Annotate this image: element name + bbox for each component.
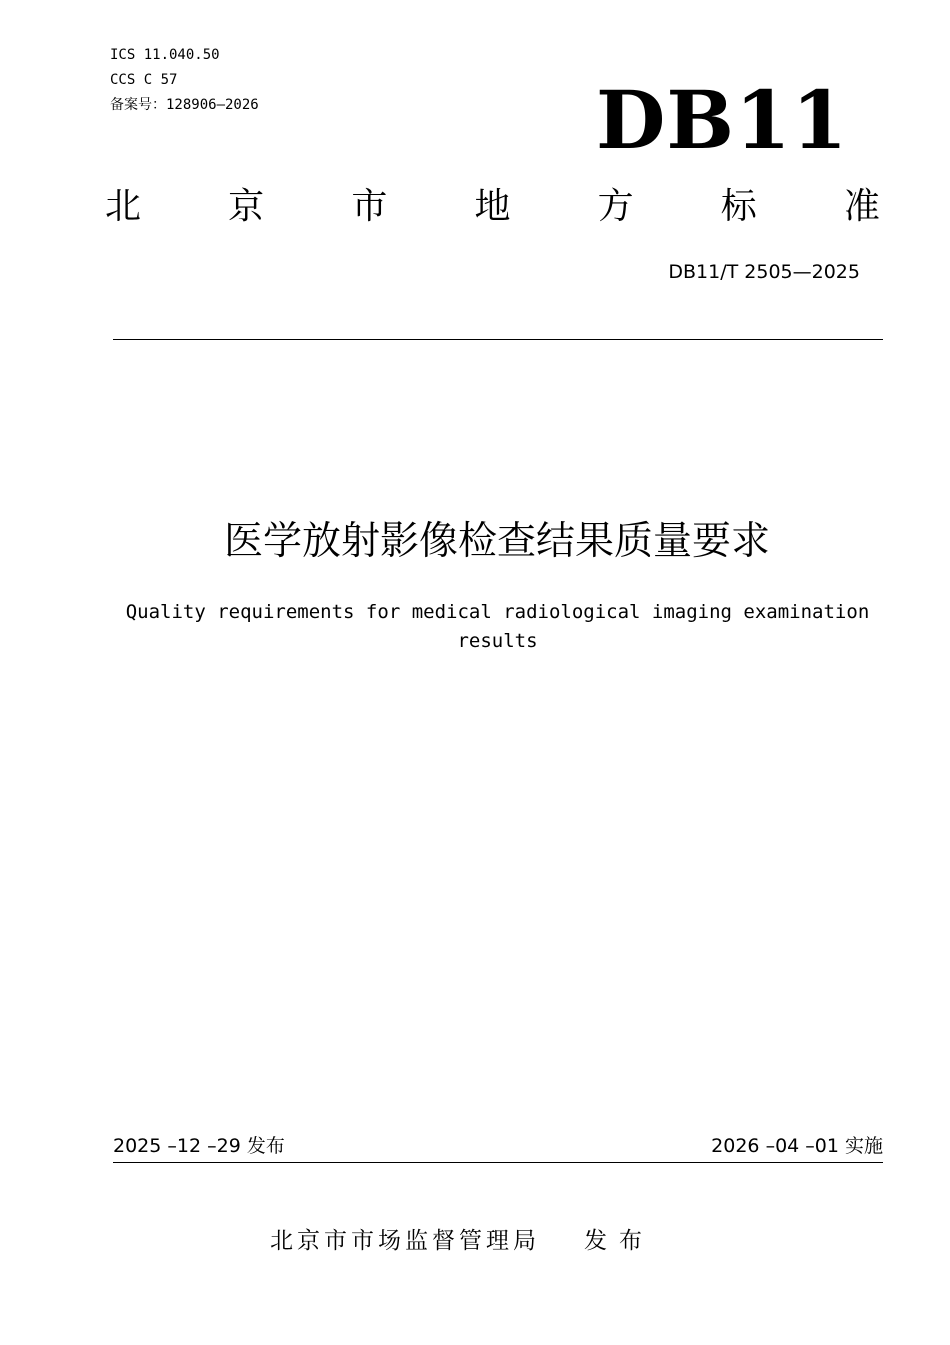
standard-type-heading <box>105 183 880 231</box>
standard-type-char: 方 <box>597 186 634 227</box>
top-divider <box>113 339 883 340</box>
title-chinese: 医学放射影像检查结果质量要求 <box>223 519 770 564</box>
effective-date: 2026 –04 –01 实施 <box>711 1135 883 1157</box>
standard-number: DB11/T 2505—2025 <box>668 261 860 283</box>
ics-code: ICS 11.040.50 <box>110 47 220 63</box>
db11-logo: DB11 <box>596 73 849 167</box>
standard-type-char: 京 <box>228 186 265 227</box>
publisher-row <box>270 1225 654 1257</box>
standard-type-char: 市 <box>351 186 388 227</box>
standard-type-char: 地 <box>474 186 511 227</box>
issue-date: 2025 –12 –29 发布 <box>113 1135 285 1157</box>
title-english: Quality requirements for medical radiological imaging examination results <box>125 601 870 652</box>
standard-type-char: 北 <box>105 186 142 227</box>
standard-type-char: 准 <box>843 186 880 227</box>
bottom-divider <box>113 1162 883 1163</box>
publisher-name: 北京市市场监督管理局 <box>270 1228 540 1254</box>
standard-type-char: 标 <box>720 186 757 227</box>
filing-number: 备案号：128906—2026 <box>110 97 259 113</box>
publish-label: 发布 <box>584 1228 654 1254</box>
title-chinese-wrapper <box>0 515 950 569</box>
ccs-code: CCS C 57 <box>110 72 178 88</box>
